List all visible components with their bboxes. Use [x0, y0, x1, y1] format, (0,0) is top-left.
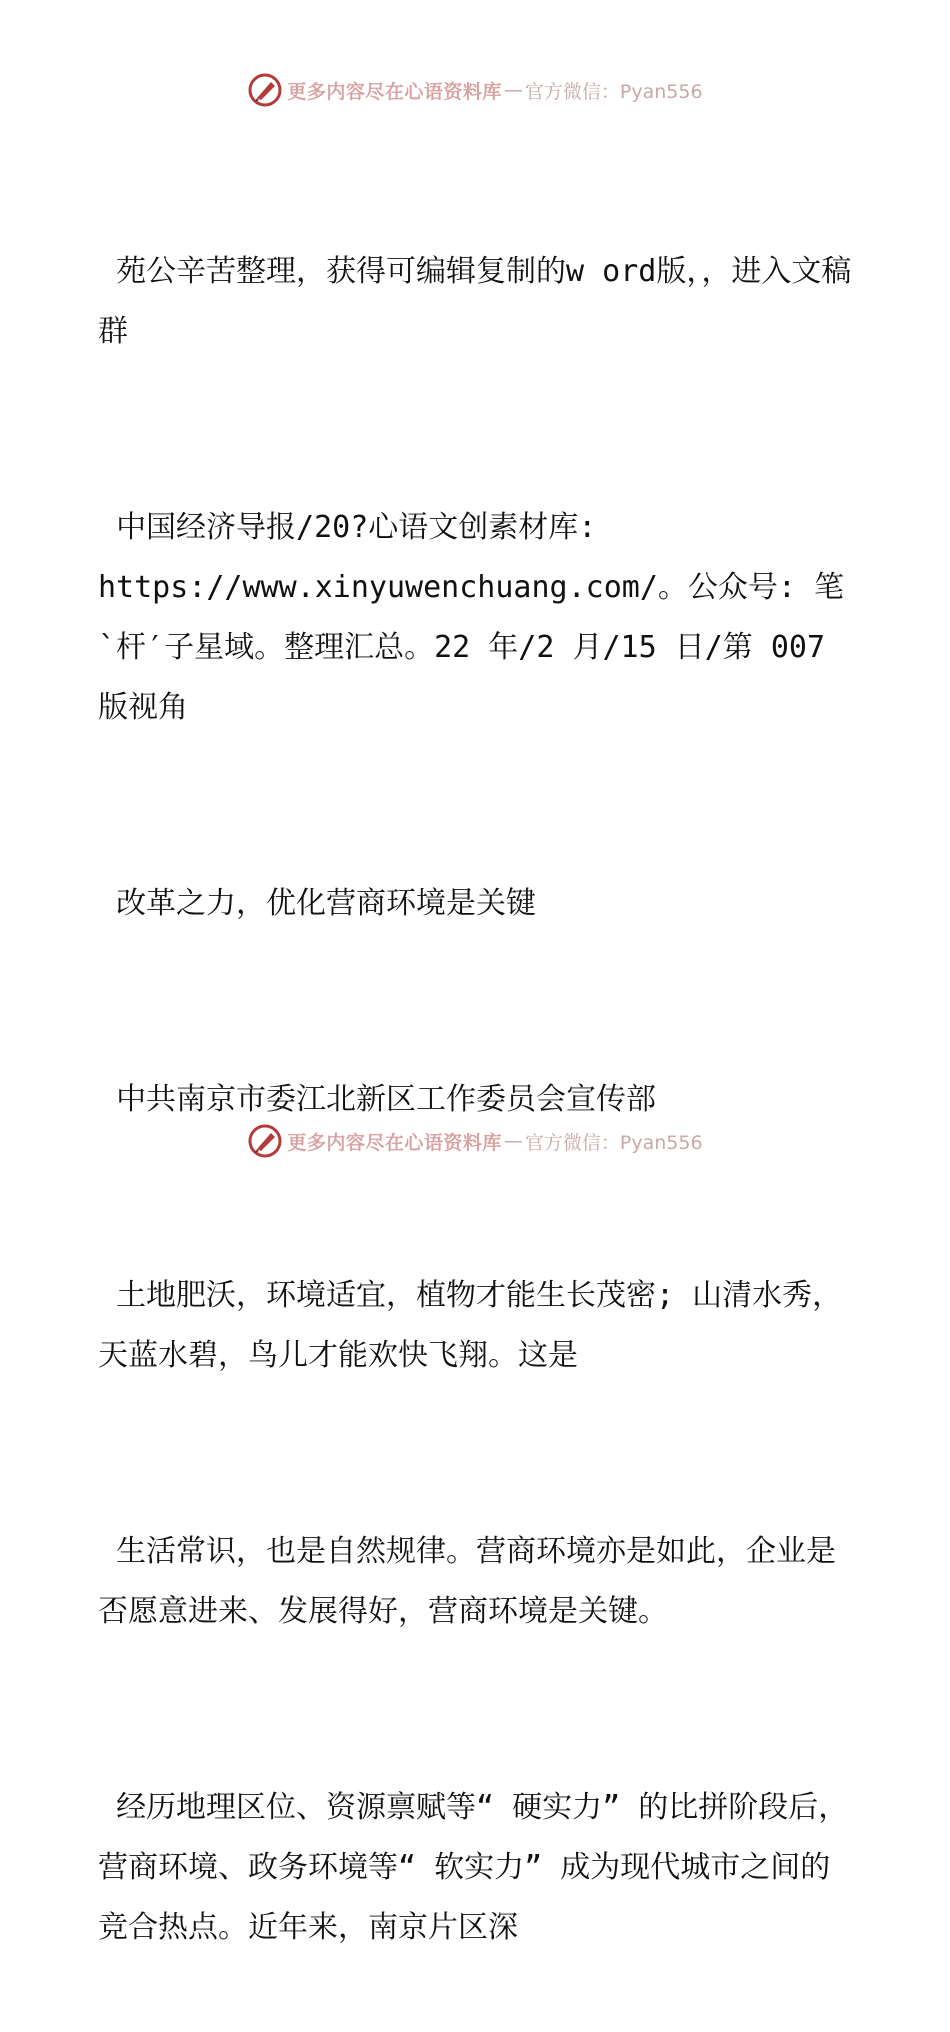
- paragraph-1: 苑公辛苦整理，获得可编辑复制的w ord版，，进入文稿群: [98, 254, 852, 349]
- watermark-wechat: 官方微信：Pyan556: [524, 80, 703, 103]
- watermark-separator: —: [503, 1130, 523, 1152]
- paragraph-5: 土地肥沃，环境适宜，植物才能生长茂密; 山清水秀，天蓝水碧，鸟儿才能欢快飞翔。这是: [98, 1278, 843, 1373]
- watermark-text: 更多内容尽在心语资料库: [287, 80, 502, 103]
- header-watermark: [0, 70, 950, 110]
- paragraph-3: 改革之力，优化营商环境是关键: [98, 886, 537, 921]
- watermark-separator: —: [503, 79, 523, 101]
- watermark-wechat: 官方微信：Pyan556: [524, 1131, 703, 1154]
- footer-watermark: [0, 1121, 950, 1161]
- paragraph-2: 中国经济导报/20?心语文创素材库: https://www.xinyuwenchuang.com/。公众号: 笔`杆′子星域。整理汇总。22 年/2 月/15 日/第 007 版视角: [98, 510, 845, 725]
- paragraph-7: 经历地理区位、资源禀赋等“ 硬实力” 的比拼阶段后，营商环境、政务环境等“ 软实力” 成为现代城市之间的竞合热点。近年来，南京片区深: [98, 1790, 849, 1945]
- pen-logo-icon: [247, 72, 283, 108]
- paragraph-6: 生活常识，也是自然规律。营商环境亦是如此，企业是否愿意进来、发展得好，营商环境是关键。: [98, 1534, 837, 1629]
- paragraph-4: 中共南京市委江北新区工作委员会宣传部: [98, 1082, 657, 1117]
- document-body: [98, 122, 858, 2032]
- pen-logo-icon: [247, 1123, 283, 1159]
- watermark-text: 更多内容尽在心语资料库: [287, 1131, 502, 1154]
